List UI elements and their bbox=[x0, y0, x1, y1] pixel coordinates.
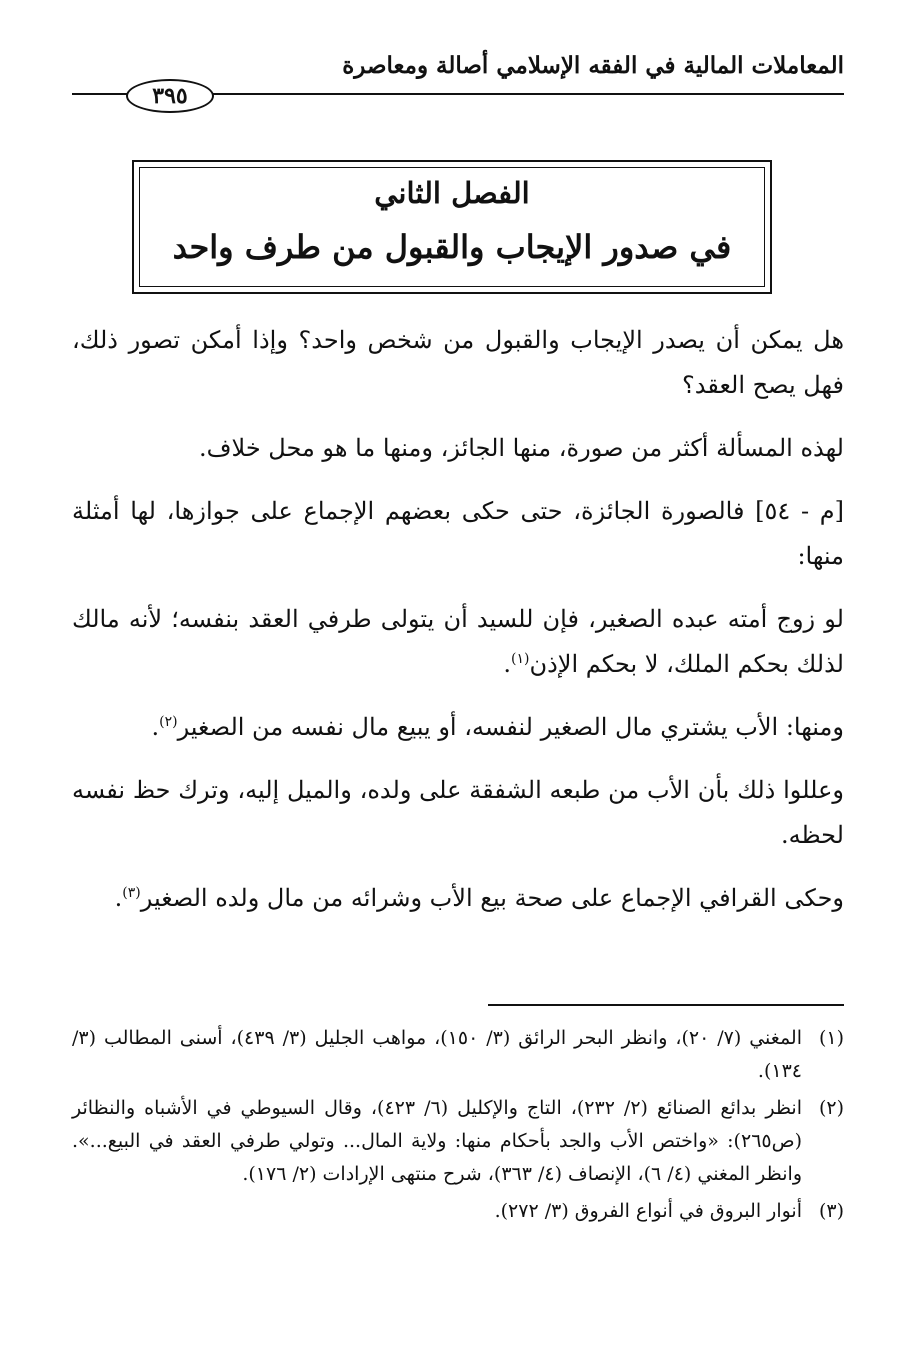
paragraph: ومنها: الأب يشتري مال الصغير لنفسه، أو يبيع مال نفسه من الصغير$^{(٢)}$. bbox=[151, 713, 844, 741]
footnote-mark: (٣) bbox=[818, 1200, 844, 1222]
body-text bbox=[72, 318, 844, 939]
paragraph: وحكى القرافي الإجماع على صحة بيع الأب وشرائه من مال ولده الصغير$^{(٣)}$. bbox=[114, 884, 844, 912]
footnote-ref: (١) bbox=[511, 651, 530, 667]
footnote-ref: (٣) bbox=[122, 885, 141, 901]
footnote bbox=[72, 1022, 844, 1088]
paragraph: [م - ٥٤] فالصورة الجائزة، حتى حكى بعضهم الإجماع على جوازها، لها أمثلة منها: bbox=[72, 497, 844, 570]
paragraph: لو زوج أمته عبده الصغير، فإن للسيد أن يتولى طرفي العقد بنفسه؛ لأنه مالك لذلك بحكم الملك، لا بحكم الإذن$^{(١)}$. bbox=[72, 605, 844, 678]
footnote bbox=[72, 1092, 844, 1191]
footnote-text: انظر بدائع الصنائع (٢/ ٢٣٢)، التاج والإكليل (٦/ ٤٢٣)، وقال السيوطي في الأشباه والنظائر (ص٢٦٥): «واختص الأب والجد بأحكام منها: ولاية المال... وتولي طرفي العقد في البيع...». وانظر المغني (٤/ ٦)، الإنصاف (٤/ ٣٦٣)، شرح منتهى الإرادات (٢/ ١٧٦). bbox=[72, 1097, 802, 1185]
footnote-separator bbox=[488, 1004, 844, 1006]
footnotes bbox=[72, 1022, 844, 1232]
chapter-title: في صدور الإيجاب والقبول من طرف واحد bbox=[172, 228, 732, 266]
footnote-mark: (١) bbox=[818, 1027, 844, 1049]
footnote bbox=[72, 1195, 844, 1228]
footnote-mark: (٢) bbox=[818, 1097, 844, 1119]
paragraph: هل يمكن أن يصدر الإيجاب والقبول من شخص واحد؟ وإذا أمكن تصور ذلك، فهل يصح العقد؟ bbox=[72, 326, 844, 399]
footnote-ref: (٢) bbox=[159, 714, 178, 730]
chapter-label: الفصل الثاني bbox=[374, 176, 530, 210]
page-number: ٣٩٥ bbox=[126, 79, 214, 113]
paragraph: لهذه المسألة أكثر من صورة، منها الجائز، ومنها ما هو محل خلاف. bbox=[198, 434, 844, 462]
footnote-text: المغني (٧/ ٢٠)، وانظر البحر الرائق (٣/ ١٥٠)، مواهب الجليل (٣/ ٤٣٩)، أسنى المطالب (٣/ ١٣٤). bbox=[72, 1027, 802, 1082]
running-title: المعاملات المالية في الفقه الإسلامي أصالة ومعاصرة bbox=[342, 52, 844, 79]
chapter-title-box bbox=[132, 160, 772, 294]
footnote-text: أنوار البروق في أنواع الفروق (٣/ ٢٧٢). bbox=[494, 1200, 802, 1222]
paragraph: وعللوا ذلك بأن الأب من طبعه الشفقة على ولده، والميل إليه، وترك حظ نفسه لحظه. bbox=[72, 776, 844, 849]
